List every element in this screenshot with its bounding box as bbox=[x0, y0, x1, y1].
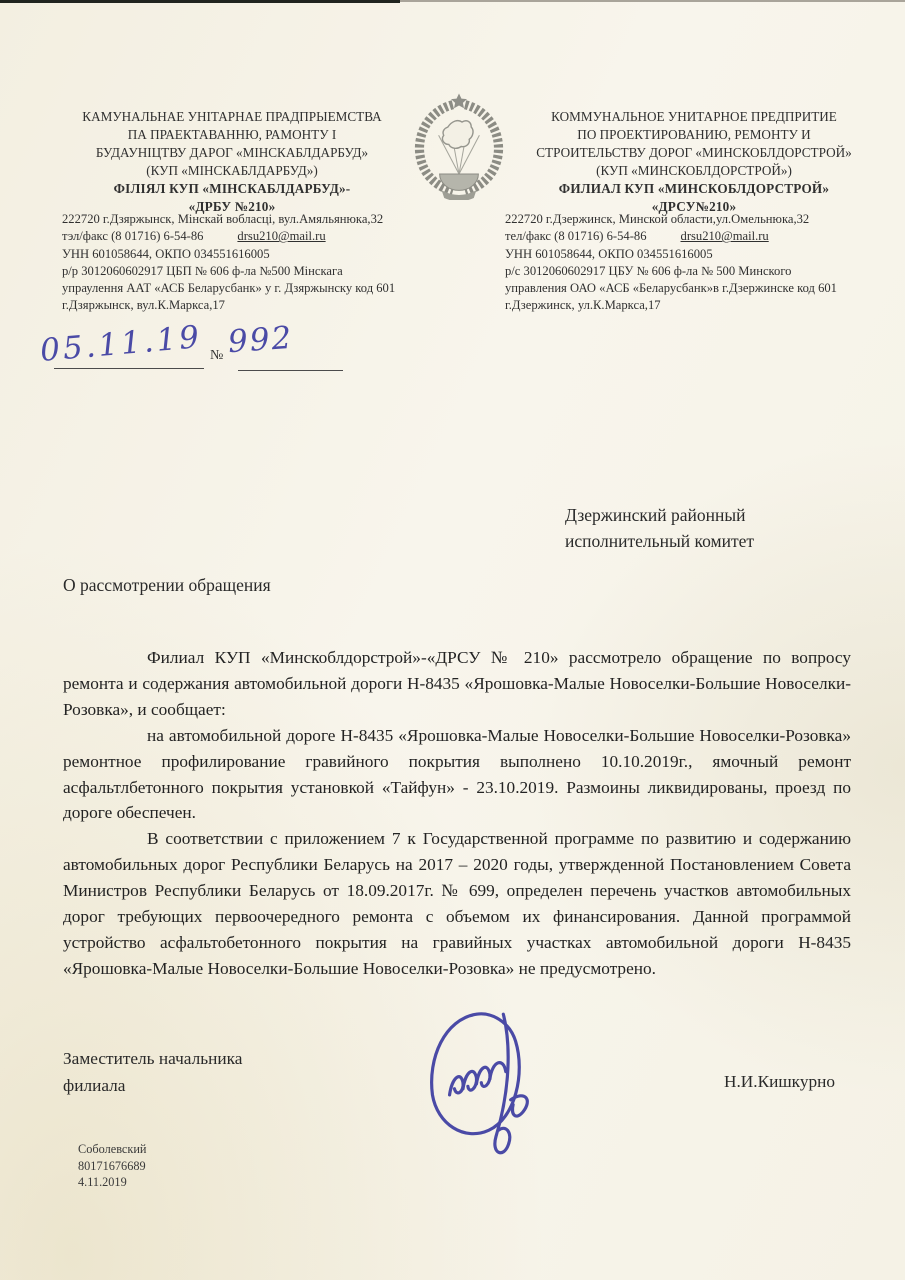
letterhead-left-address bbox=[62, 211, 432, 315]
org-name-line: (КУП «МІНСКАБЛДАРБУД») bbox=[146, 163, 318, 178]
address-line: 222720 г.Дзяржынск, Мінскай вобласці, вул.Амяльянюка,32 bbox=[62, 212, 384, 226]
org-name-line: ПА ПРАЕКТАВАННЮ, РАМОНТУ І bbox=[127, 127, 337, 142]
org-name-line: (КУП «МИНСКОБЛДОРСТРОЙ») bbox=[596, 163, 792, 178]
org-name-line: СТРОИТЕЛЬСТВУ ДОРОГ «МИНСКОБЛДОРСТРОЙ» bbox=[536, 145, 852, 160]
subject-line: О рассмотрении обращения bbox=[63, 575, 271, 595]
letterhead-right bbox=[498, 108, 890, 216]
branch-name-line: ФИЛИАЛ КУП «МИНСКОБЛДОРСТРОЙ» bbox=[558, 181, 830, 196]
addressee-line: исполнительный комитет bbox=[565, 531, 755, 551]
signer-name: Н.И.Кишкурно bbox=[724, 1072, 836, 1091]
signer-position bbox=[63, 1045, 242, 1099]
executor-date: 4.11.2019 bbox=[78, 1175, 127, 1189]
number-underline bbox=[238, 370, 343, 371]
bank-line: р/с 3012060602917 ЦБУ № 606 ф-ла № 500 Минского bbox=[505, 263, 792, 278]
coat-of-arms-belarus-icon bbox=[408, 92, 510, 200]
body-paragraph: на автомобильной дороге Н-8435 «Ярошовка-Малые Новоселки-Большие Новоселки-Розовка» ремонтное профилирование гравийного покрытия выполнено 10.10.2019г., ямочный ремонт асфальтлбетонного покрытия установкой «Тайфун» - 23.10.2019. Размоины ликвидированы, проезд по дороге обеспечен. bbox=[63, 725, 851, 823]
addressee-line: Дзержинский районный bbox=[565, 505, 746, 525]
body-paragraph: В соответствии с приложением 7 к Государственной программе по развитию и содержанию автомобильных дорог Республики Беларусь на 2017 – 2020 годы, утвержденной Постановлением Совета Министров Республики Беларусь от 18.09.2017г. № 699, определен перечень участков автомобильных дорог требующих первоочередного ремонта с объемом их финансирования. Данной программой устройство асфальтобетонного покрытия на гравийных участках автомобильной дороги Н-8435 «Ярошовка-Малые Новоселки-Большие Новоселки-Розовка» не предусмотрено. bbox=[63, 829, 851, 978]
executor-block bbox=[78, 1141, 147, 1191]
bank-line: г.Дзержинск, ул.К.Маркса,17 bbox=[505, 298, 661, 313]
bank-line: г.Дзяржынск, вул.К.Маркса,17 bbox=[62, 298, 225, 313]
bank-line: р/р 3012060602917 ЦБП № 606 ф-ла №500 Мінскага bbox=[62, 263, 343, 278]
phone-number: тэл/факс (8 01716) 6-54-86 bbox=[62, 229, 204, 244]
phone-line bbox=[505, 228, 890, 245]
email-address: drsu210@mail.ru bbox=[237, 229, 326, 244]
addressee-block bbox=[565, 502, 754, 554]
bank-line: упраулення ААТ «АСБ Беларусбанк» у г. Дзяржынску код 601 bbox=[62, 281, 396, 296]
number-sign: № bbox=[210, 348, 224, 363]
branch-number-line: «ДРБУ №210» bbox=[188, 199, 276, 214]
signer-position-line: филиала bbox=[63, 1076, 126, 1095]
org-name-line: ПО ПРОЕКТИРОВАНИЮ, РЕМОНТУ И bbox=[577, 127, 811, 142]
executor-name: Соболевский bbox=[78, 1142, 147, 1156]
date-underline bbox=[54, 368, 204, 369]
scan-top-edge-dark bbox=[0, 0, 400, 3]
phone-number: тел/факс (8 01716) 6-54-86 bbox=[505, 229, 647, 244]
body-paragraph: Филиал КУП «Минскоблдорстрой»-«ДРСУ № 210» рассмотрело обращение по вопросу ремонта и содержания автомобильной дороги Н-8435 «Ярошовка-Малые Новоселки-Большие Новоселки-Розовка», и сообщает: bbox=[63, 648, 851, 719]
address-line: 222720 г.Дзержинск, Минской области,ул.Омельнюка,32 bbox=[505, 212, 810, 226]
email-address: drsu210@mail.ru bbox=[680, 229, 769, 244]
bank-line: управления ОАО «АСБ «Беларусбанк»в г.Дзержинске код 601 bbox=[505, 281, 837, 296]
handwritten-number: 992 bbox=[226, 319, 295, 361]
letterhead-left bbox=[52, 108, 412, 216]
codes-line: УНН 601058644, ОКПО 034551616005 bbox=[505, 246, 713, 261]
branch-name-line: ФІЛІЯЛ КУП «МІНСКАБЛДАРБУД»- bbox=[113, 181, 351, 196]
codes-line: УНН 601058644, ОКПО 034551616005 bbox=[62, 246, 270, 261]
executor-phone: 80171676689 bbox=[78, 1158, 146, 1173]
phone-line bbox=[62, 228, 432, 245]
reference-line bbox=[38, 319, 378, 382]
branch-number-line: «ДРСУ№210» bbox=[651, 199, 737, 214]
org-name-line: БУДАУНІЦТВУ ДАРОГ «МІНСКАБЛДАРБУД» bbox=[95, 145, 369, 160]
handwritten-signature bbox=[416, 1002, 554, 1167]
handwritten-date: 05.11.19 bbox=[38, 319, 204, 369]
letterhead-right-address bbox=[505, 211, 890, 315]
signer-position-line: Заместитель начальника bbox=[63, 1049, 243, 1068]
letter-body bbox=[63, 645, 851, 982]
org-name-line: КОММУНАЛЬНОЕ УНИТАРНОЕ ПРЕДПРИТИЕ bbox=[551, 109, 837, 124]
org-name-line: КАМУНАЛЬНАЕ УНІТАРНАЕ ПРАДПРЫЕМСТВА bbox=[82, 109, 382, 124]
